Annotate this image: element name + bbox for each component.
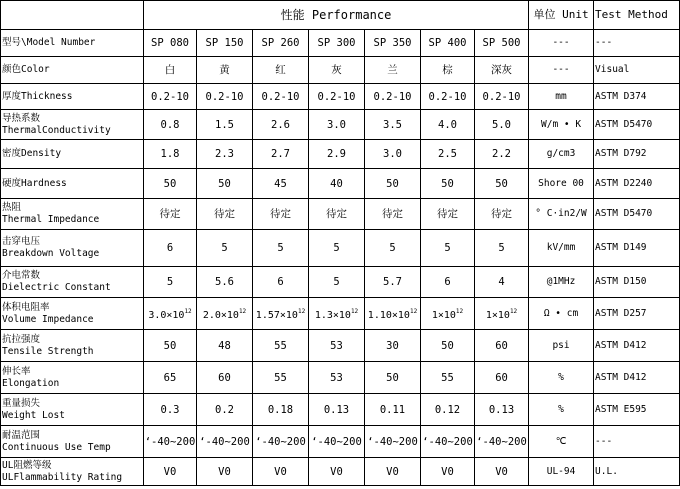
table-row bbox=[1, 426, 680, 458]
value-cell: 0.13 bbox=[475, 394, 529, 426]
value-base: 3.0×10 bbox=[148, 309, 185, 321]
row-label bbox=[1, 267, 144, 298]
value-cell: 4.0 bbox=[421, 110, 475, 140]
value-cell: 0.2-10 bbox=[309, 84, 365, 110]
value-cell: 5.6 bbox=[197, 267, 253, 298]
row-label-line: 硬度Hardness bbox=[2, 177, 67, 189]
value-cell: V0 bbox=[197, 458, 253, 486]
value-cell: 灰 bbox=[309, 57, 365, 84]
unit-cell: kV/mm bbox=[529, 230, 594, 267]
value-cell: 50 bbox=[421, 169, 475, 199]
value-cell: 45 bbox=[253, 169, 309, 199]
row-label-line: 颜色Color bbox=[2, 64, 50, 75]
value-cell: 2.3 bbox=[197, 140, 253, 169]
table-row bbox=[1, 84, 680, 110]
unit-cell: @1MHz bbox=[529, 267, 594, 298]
header-performance: 性能 Performance bbox=[144, 1, 529, 30]
row-label-line: Volume Impedance bbox=[2, 313, 94, 325]
value-cell: 待定 bbox=[197, 199, 253, 230]
value-cell: 待定 bbox=[309, 199, 365, 230]
value-base: 1.10×10 bbox=[367, 309, 410, 321]
row-label-line: ThermalConductivity bbox=[2, 124, 111, 136]
value-exponent: 12 bbox=[350, 307, 359, 315]
row-label-line: 介电常数 bbox=[2, 270, 41, 281]
value-cell bbox=[309, 298, 365, 330]
value-cell: 3.0 bbox=[309, 110, 365, 140]
row-label-line: Breakdown Voltage bbox=[2, 248, 100, 259]
unit-cell: --- bbox=[529, 30, 594, 57]
value-cell: 60 bbox=[475, 362, 529, 394]
value-exponent: 12 bbox=[238, 307, 247, 315]
table-row bbox=[1, 140, 680, 169]
value-cell: 0.18 bbox=[253, 394, 309, 426]
method-cell: ASTM E595 bbox=[594, 394, 680, 426]
value-cell: 50 bbox=[144, 330, 197, 362]
value-cell: ‘-40~200 bbox=[365, 426, 421, 458]
row-label bbox=[1, 362, 144, 394]
row-label-line: 导热系数 bbox=[2, 112, 41, 124]
value-cell: 黄 bbox=[197, 57, 253, 84]
unit-cell: ° C·in2/W bbox=[529, 199, 594, 230]
value-cell: 5 bbox=[421, 230, 475, 267]
value-cell: 待定 bbox=[144, 199, 197, 230]
method-cell: ASTM D257 bbox=[594, 298, 680, 330]
value-cell: 2.2 bbox=[475, 140, 529, 169]
method-cell: --- bbox=[594, 426, 680, 458]
value-cell: ‘-40~200 bbox=[421, 426, 475, 458]
value-cell: 65 bbox=[144, 362, 197, 394]
value-cell: V0 bbox=[144, 458, 197, 486]
row-label-line: 击穿电压 bbox=[2, 236, 41, 247]
value-cell: 3.5 bbox=[365, 110, 421, 140]
value-cell bbox=[253, 298, 309, 330]
value-cell: 0.3 bbox=[144, 394, 197, 426]
row-label bbox=[1, 110, 144, 140]
value-cell: V0 bbox=[365, 458, 421, 486]
method-cell: ASTM D412 bbox=[594, 362, 680, 394]
value-cell: 5 bbox=[309, 267, 365, 298]
value-cell bbox=[144, 298, 197, 330]
value-cell: 55 bbox=[253, 330, 309, 362]
value-cell: 50 bbox=[197, 169, 253, 199]
value-cell: SP 350 bbox=[365, 30, 421, 57]
value-cell: 深灰 bbox=[475, 57, 529, 84]
table-row bbox=[1, 199, 680, 230]
method-cell: ASTM D149 bbox=[594, 230, 680, 267]
row-label bbox=[1, 84, 144, 110]
unit-cell: --- bbox=[529, 57, 594, 84]
value-cell: SP 150 bbox=[197, 30, 253, 57]
value-cell: 2.6 bbox=[253, 110, 309, 140]
unit-cell: W/m • K bbox=[529, 110, 594, 140]
value-cell: SP 400 bbox=[421, 30, 475, 57]
value-cell: 60 bbox=[475, 330, 529, 362]
value-cell: 5 bbox=[365, 230, 421, 267]
method-cell: ASTM D2240 bbox=[594, 169, 680, 199]
method-cell: --- bbox=[594, 30, 680, 57]
method-cell: ASTM D374 bbox=[594, 84, 680, 110]
value-cell: ‘-40~200 bbox=[253, 426, 309, 458]
value-cell bbox=[197, 298, 253, 330]
value-cell: 0.13 bbox=[309, 394, 365, 426]
value-cell: 0.2-10 bbox=[253, 84, 309, 110]
value-cell: 6 bbox=[144, 230, 197, 267]
method-cell: ASTM D412 bbox=[594, 330, 680, 362]
method-cell: ASTM D5470 bbox=[594, 199, 680, 230]
value-cell: 6 bbox=[421, 267, 475, 298]
value-cell: 5.7 bbox=[365, 267, 421, 298]
method-cell: U.L. bbox=[594, 458, 680, 486]
table-row bbox=[1, 57, 680, 84]
table-row bbox=[1, 230, 680, 267]
value-cell: SP 260 bbox=[253, 30, 309, 57]
value-cell: 5 bbox=[197, 230, 253, 267]
value-cell: 6 bbox=[253, 267, 309, 298]
value-cell: V0 bbox=[421, 458, 475, 486]
row-label-line: 型号\Model Number bbox=[2, 37, 96, 48]
method-cell: Visual bbox=[594, 57, 680, 84]
value-cell: 50 bbox=[475, 169, 529, 199]
value-cell: 2.7 bbox=[253, 140, 309, 169]
row-label-line: 重量损失 bbox=[2, 397, 41, 409]
value-cell: 48 bbox=[197, 330, 253, 362]
value-base: 1.3×10 bbox=[314, 309, 351, 321]
unit-cell: psi bbox=[529, 330, 594, 362]
unit-cell: Ω • cm bbox=[529, 298, 594, 330]
value-cell: 1.8 bbox=[144, 140, 197, 169]
unit-cell: mm bbox=[529, 84, 594, 110]
value-cell: 0.12 bbox=[421, 394, 475, 426]
value-cell: 0.2-10 bbox=[475, 84, 529, 110]
table-row bbox=[1, 394, 680, 426]
row-label-line: ULFlammability Rating bbox=[2, 471, 123, 483]
value-cell bbox=[421, 298, 475, 330]
value-cell: 50 bbox=[365, 362, 421, 394]
value-exponent: 12 bbox=[297, 307, 306, 315]
value-cell: 50 bbox=[144, 169, 197, 199]
value-cell: 0.2-10 bbox=[197, 84, 253, 110]
value-cell: 棕 bbox=[421, 57, 475, 84]
value-cell: 1.5 bbox=[197, 110, 253, 140]
value-cell: V0 bbox=[253, 458, 309, 486]
value-cell: 53 bbox=[309, 330, 365, 362]
table-row bbox=[1, 30, 680, 57]
row-label-line: 伸长率 bbox=[2, 365, 31, 377]
value-cell: V0 bbox=[309, 458, 365, 486]
table-row bbox=[1, 362, 680, 394]
table-row bbox=[1, 110, 680, 140]
value-cell: V0 bbox=[475, 458, 529, 486]
row-label-line: Dielectric Constant bbox=[2, 282, 111, 293]
value-cell: 55 bbox=[421, 362, 475, 394]
row-label-line: 密度Density bbox=[2, 148, 62, 159]
value-cell: ‘-40~200 bbox=[309, 426, 365, 458]
unit-cell: % bbox=[529, 394, 594, 426]
value-cell: SP 500 bbox=[475, 30, 529, 57]
row-label bbox=[1, 169, 144, 199]
row-label-line: 体积电阻率 bbox=[2, 301, 50, 313]
value-base: 2.0×10 bbox=[202, 309, 239, 321]
value-cell: 50 bbox=[421, 330, 475, 362]
header-unit: 单位 Unit bbox=[529, 1, 594, 30]
value-cell: 4 bbox=[475, 267, 529, 298]
value-cell: 5 bbox=[253, 230, 309, 267]
header-test-method: Test Method bbox=[594, 1, 680, 30]
value-cell: ‘-40~200 bbox=[475, 426, 529, 458]
row-label bbox=[1, 426, 144, 458]
value-cell bbox=[365, 298, 421, 330]
value-cell: 5 bbox=[309, 230, 365, 267]
row-label-line: Thermal Impedance bbox=[2, 214, 100, 225]
table-row bbox=[1, 330, 680, 362]
value-cell: ‘-40~200 bbox=[197, 426, 253, 458]
value-cell: SP 080 bbox=[144, 30, 197, 57]
row-label-line: 抗拉强度 bbox=[2, 333, 41, 345]
value-cell: 50 bbox=[365, 169, 421, 199]
row-label-line: 耐温范围 bbox=[2, 429, 41, 441]
value-cell bbox=[475, 298, 529, 330]
value-base: 1.57×10 bbox=[255, 309, 298, 321]
value-cell: 0.2-10 bbox=[421, 84, 475, 110]
row-label bbox=[1, 199, 144, 230]
table-row bbox=[1, 267, 680, 298]
unit-cell: g/cm3 bbox=[529, 140, 594, 169]
row-label bbox=[1, 298, 144, 330]
value-cell: 55 bbox=[253, 362, 309, 394]
row-label bbox=[1, 458, 144, 486]
value-cell: 待定 bbox=[421, 199, 475, 230]
value-cell: 待定 bbox=[365, 199, 421, 230]
row-label bbox=[1, 230, 144, 267]
value-cell: 0.2 bbox=[197, 394, 253, 426]
row-label-line: Continuous Use Temp bbox=[2, 441, 111, 453]
value-cell: 0.2-10 bbox=[365, 84, 421, 110]
value-cell: 3.0 bbox=[365, 140, 421, 169]
value-cell: 待定 bbox=[475, 199, 529, 230]
row-label-line: 厚度Thickness bbox=[2, 90, 73, 102]
row-label bbox=[1, 394, 144, 426]
table-row bbox=[1, 298, 680, 330]
value-cell: 53 bbox=[309, 362, 365, 394]
row-label bbox=[1, 140, 144, 169]
table-row bbox=[1, 169, 680, 199]
value-cell: 待定 bbox=[253, 199, 309, 230]
header-row bbox=[1, 1, 680, 30]
method-cell: ASTM D5470 bbox=[594, 110, 680, 140]
value-exponent: 12 bbox=[455, 307, 464, 315]
row-label bbox=[1, 330, 144, 362]
method-cell: ASTM D792 bbox=[594, 140, 680, 169]
value-exponent: 12 bbox=[409, 307, 418, 315]
value-cell: 60 bbox=[197, 362, 253, 394]
method-cell: ASTM D150 bbox=[594, 267, 680, 298]
value-cell: 2.9 bbox=[309, 140, 365, 169]
row-label bbox=[1, 30, 144, 57]
value-cell: 30 bbox=[365, 330, 421, 362]
value-cell: 兰 bbox=[365, 57, 421, 84]
value-exponent: 12 bbox=[184, 307, 192, 315]
row-label-line: Elongation bbox=[2, 377, 60, 389]
value-cell: SP 300 bbox=[309, 30, 365, 57]
unit-cell: UL-94 bbox=[529, 458, 594, 486]
row-label-line: Weight Lost bbox=[2, 409, 65, 421]
unit-cell: ℃ bbox=[529, 426, 594, 458]
row-label bbox=[1, 57, 144, 84]
value-base: 1×10 bbox=[485, 309, 510, 321]
value-cell: 2.5 bbox=[421, 140, 475, 169]
table-row bbox=[1, 458, 680, 486]
unit-cell: Shore 00 bbox=[529, 169, 594, 199]
value-cell: 0.8 bbox=[144, 110, 197, 140]
unit-cell: % bbox=[529, 362, 594, 394]
value-cell: 5.0 bbox=[475, 110, 529, 140]
value-cell: 白 bbox=[144, 57, 197, 84]
value-cell: 5 bbox=[475, 230, 529, 267]
value-cell: 红 bbox=[253, 57, 309, 84]
row-label-line: Tensile Strength bbox=[2, 345, 94, 357]
value-cell: ‘-40~200 bbox=[144, 426, 197, 458]
value-cell: 0.2-10 bbox=[144, 84, 197, 110]
value-cell: 5 bbox=[144, 267, 197, 298]
row-label-line: 热阻 bbox=[2, 202, 22, 213]
value-base: 1×10 bbox=[431, 309, 456, 321]
header-corner bbox=[1, 1, 144, 30]
row-label-line: UL阻燃等级 bbox=[2, 459, 52, 471]
value-cell: 40 bbox=[309, 169, 365, 199]
value-cell: 0.11 bbox=[365, 394, 421, 426]
value-exponent: 12 bbox=[509, 307, 518, 315]
